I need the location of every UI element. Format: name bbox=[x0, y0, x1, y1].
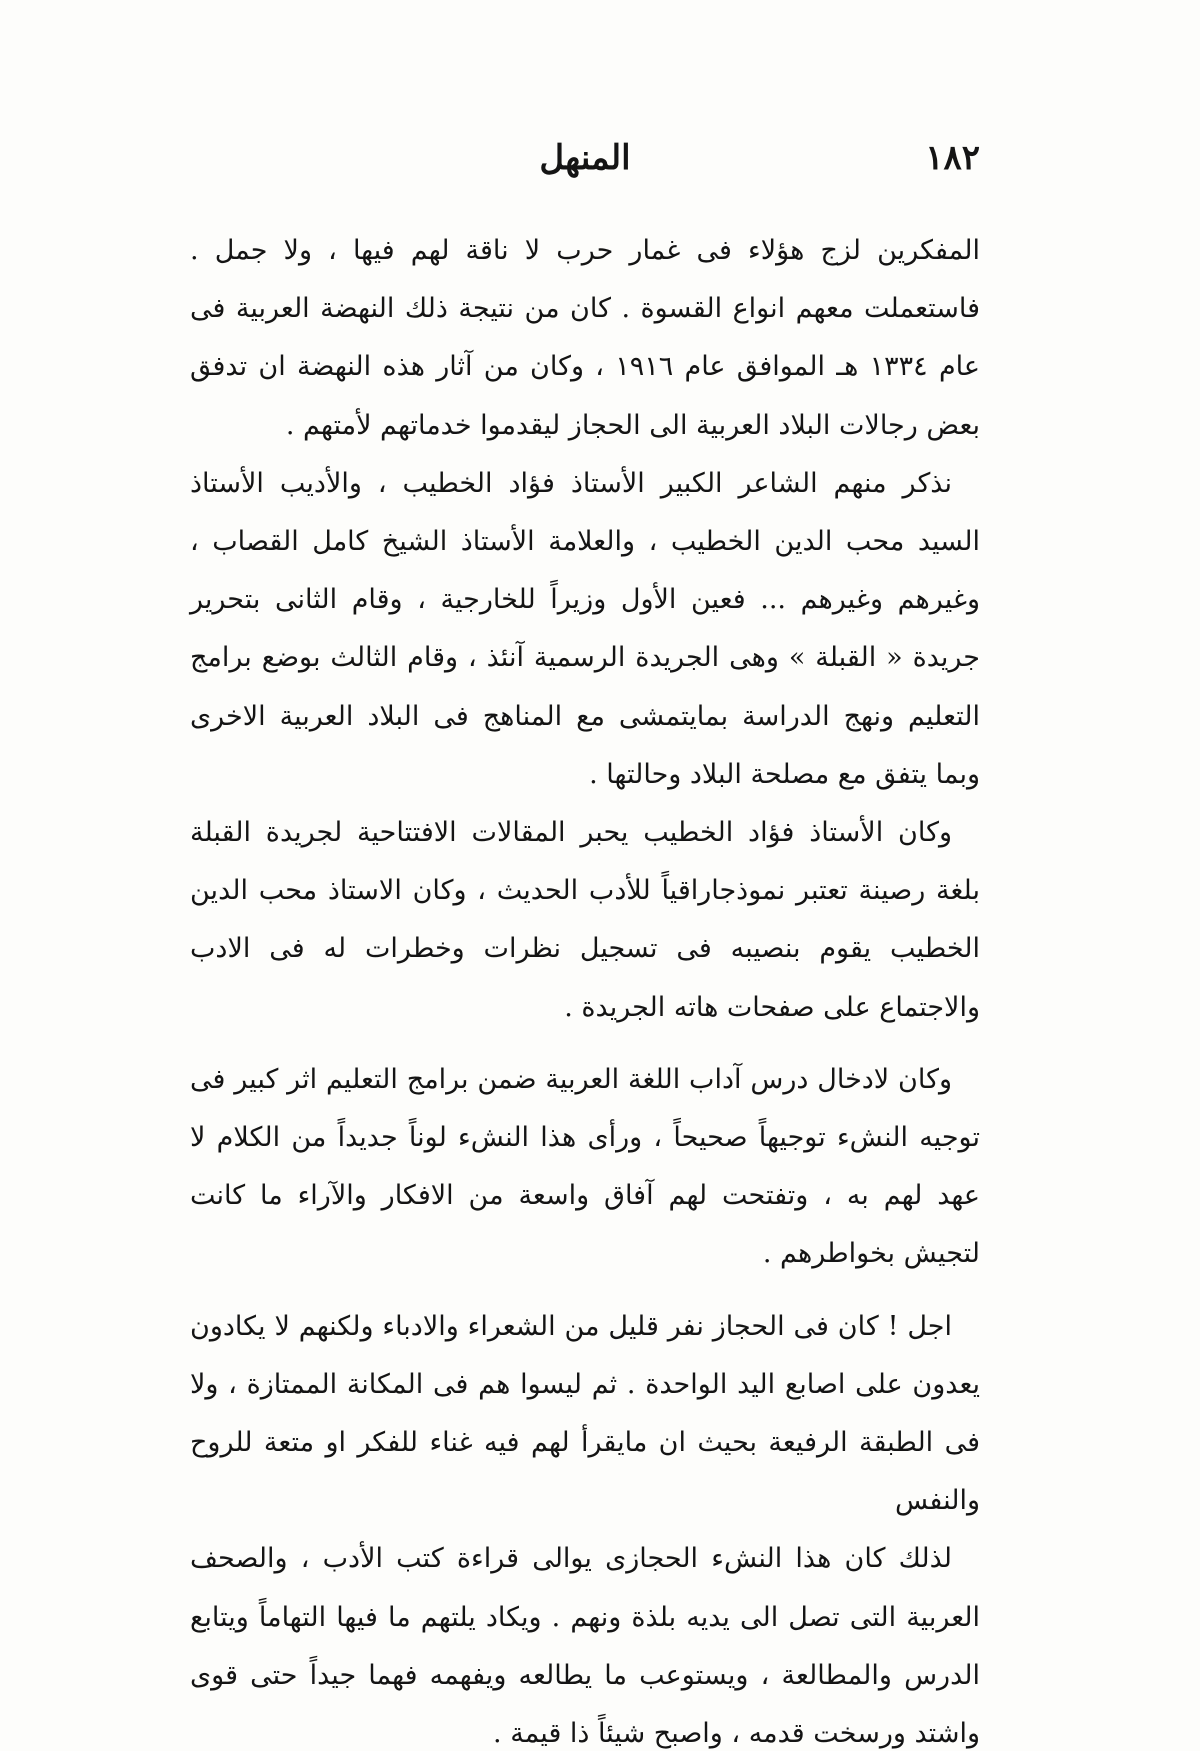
paragraph-1: المفكرين لزج هؤلاء فى غمار حرب لا ناقة لهم فيها ، ولا جمل . فاستعملت معهم انواع القسوة . كان من نتيجة ذلك النهضة العربية فى عام ١٣٣٤ هـ الموافق عام ١٩١٦ ، وكان من آثار هذه النهضة ان تدفق بعض رجالات البلاد العربية الى الحجاز ليقدموا خدماتهم لأمتهم . bbox=[190, 235, 980, 441]
page-header bbox=[190, 138, 980, 188]
body-text bbox=[190, 222, 980, 1763]
running-title: المنهل bbox=[539, 138, 631, 178]
paragraph-2: نذكر منهم الشاعر الكبير الأستاذ فؤاد الخطيب ، والأديب الأستاذ السيد محب الدين الخطيب ، والعلامة الأستاذ الشيخ كامل القصاب ، وغيرهم وغيرهم ... فعين الأول وزيراً للخارجية ، وقام الثانى بتحرير جريدة « القبلة » وهى الجريدة الرسمية آنئذ ، وقام الثالث بوضع برامج التعليم ونهج الدراسة بمايتمشى مع المناهج فى البلاد العربية الاخرى وبما يتفق مع مصلحة البلاد وحالتها . bbox=[190, 467, 980, 790]
paragraph-4: وكان لادخال درس آداب اللغة العربية ضمن برامج التعليم اثر كبير فى توجيه النشء توجيهاً صحيحاً ، ورأى هذا النشء لوناً جديداً من الكلام لا عهد لهم به ، وتفتحت لهم آفاق واسعة من الافكار والآراء ما كانت لتجيش بخواطرهم . bbox=[190, 1063, 980, 1270]
paragraph-5: اجل ! كان فى الحجاز نفر قليل من الشعراء والادباء ولكنهم لا يكادون يعدون على اصابع اليد الواحدة . ثم ليسوا هم فى المكانة الممتازة ، ولا فى الطبقة الرفيعة بحيث ان مايقرأ لهم فيه غناء للفكر او متعة للروح والنفس bbox=[190, 1310, 980, 1517]
page-number: ١٨٢ bbox=[925, 138, 980, 178]
paragraph-3: وكان الأستاذ فؤاد الخطيب يحبر المقالات الافتتاحية لجريدة القبلة بلغة رصينة تعتبر نموذجاراقياً للأدب الحديث ، وكان الاستاذ محب الدين الخطيب يقوم بنصيبه فى تسجيل نظرات وخطرات له فى الادب والاجتماع على صفحات هاته الجريدة . bbox=[190, 817, 980, 1023]
paragraph-6: لذلك كان هذا النشء الحجازى يوالى قراءة كتب الأدب ، والصحف العربية التى تصل الى يديه بلذة ونهم . ويكاد يلتهم ما فيها التهاماً ويتابع الدرس والمطالعة ، ويستوعب ما يطالعه ويفهمه فهما جيداً حتى قوى واشتد ورسخت قدمه ، واصبح شيئاً ذا قيمة . bbox=[190, 1543, 980, 1750]
